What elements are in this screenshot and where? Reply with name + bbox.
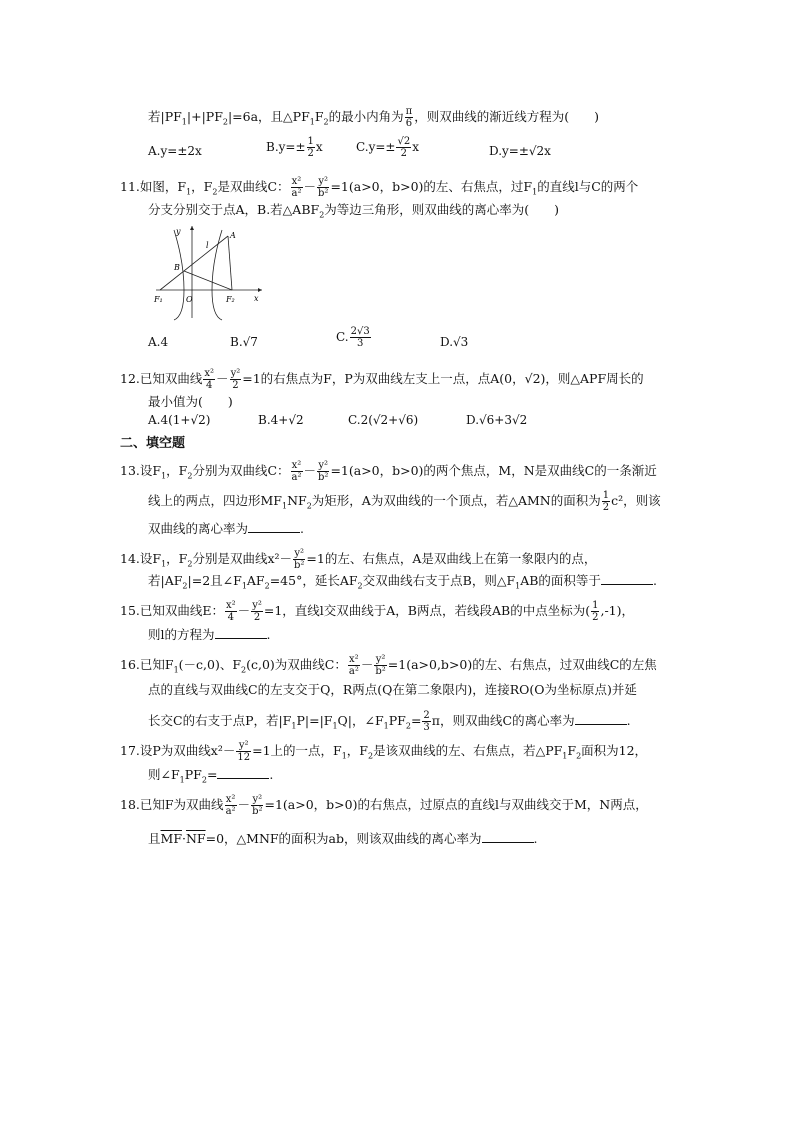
- denominator: b²: [375, 666, 386, 677]
- numerator: y²: [252, 794, 263, 805]
- text: AF: [246, 573, 265, 588]
- text: 是双曲线C：: [217, 179, 290, 194]
- text: 为矩形，A为双曲线的一个顶点，若△AMN的面积为: [311, 493, 601, 508]
- fraction: [293, 548, 305, 571]
- text: 若|PF: [148, 109, 182, 124]
- text: =: [410, 713, 422, 728]
- q12-option-c: C.2(√2+√6): [348, 413, 419, 427]
- q13-stem: 13.设$F_1$，$F_2$分别为双曲线C： $\frac{\text{x²}}{\text{a²}}$ － $\frac{\text{y²}}{\text{b²}}$ =1(a>0，b>0)的两个焦点，M，N是双曲线C的一条渐近: [120, 460, 657, 483]
- numerator: 1: [307, 136, 314, 147]
- sub: 1: [383, 721, 389, 731]
- text: =1(a>0，b>0)的左、右焦点，过F: [330, 179, 533, 194]
- denominator: b²: [318, 472, 329, 483]
- numerator: 1: [602, 490, 610, 501]
- q18-stem: 18.已知F为双曲线 $\frac{\text{x²}}{\text{a²}}$ － $\frac{\text{y²}}{\text{b²}}$ =1(a>0，b>0)的右焦点，过原点的直线l与双曲线交于M，N两点，: [120, 794, 648, 817]
- fraction: [396, 136, 411, 159]
- numerator: x²: [291, 176, 302, 187]
- text: =1的左、右焦点，A是双曲线上在第一象限内的点，: [306, 551, 597, 566]
- q16-stem: 16.已知$F_1(-c,0)$、$F_2(c,0)$为双曲线C： $\frac{\text{x²}}{\text{a²}}$ － $\frac{\text{y²}}{\text{b²}}$ =1(a>0,b>0)的左、右焦点，过双曲线C的左焦: [120, 654, 657, 677]
- sub: 2: [187, 559, 193, 569]
- q10-stem: [148, 106, 599, 131]
- text: 的直线l与C的两个: [537, 179, 639, 194]
- text: (c,0)为双曲线C：: [246, 657, 347, 672]
- numerator: x²: [291, 460, 302, 471]
- text: 分别为双曲线C：: [192, 463, 290, 478]
- numerator: y²: [236, 740, 251, 752]
- text: =45°，延长AF: [269, 573, 358, 588]
- text: c²，则该: [611, 493, 661, 508]
- text: =1(a>0,b>0)的左、右焦点，过双曲线C的左焦: [387, 657, 657, 672]
- label-l: l: [206, 241, 209, 250]
- fraction: [350, 326, 371, 349]
- text: =1(a>0，b>0)的右焦点，过原点的直线l与双曲线交于M，N两点，: [264, 797, 648, 812]
- fraction: [317, 176, 329, 199]
- q11-stem-line2: [148, 202, 559, 224]
- sub: 1: [241, 581, 247, 591]
- fraction: [602, 490, 610, 513]
- text: 14.设F: [120, 551, 162, 566]
- numerator: y²: [252, 600, 262, 611]
- numerator: 1: [592, 600, 599, 611]
- sub: 1: [179, 775, 185, 785]
- text: .: [626, 713, 631, 728]
- sub: 2: [222, 117, 228, 127]
- sub: 1: [332, 721, 338, 731]
- text: ，F: [191, 179, 213, 194]
- label-F2: F₂: [226, 295, 235, 304]
- sub: 2: [323, 117, 329, 127]
- text: 则∠F: [148, 767, 180, 782]
- denominator: 2: [602, 502, 610, 513]
- numerator: x²: [225, 794, 236, 805]
- text: B.y=±: [266, 140, 306, 154]
- denominator: a²: [225, 806, 236, 817]
- q11-option-a: A.4: [148, 335, 169, 349]
- q13-stem-line2: [148, 490, 661, 515]
- text: =: [206, 767, 218, 782]
- fraction: [251, 794, 263, 817]
- answer-blank[interactable]: [601, 572, 653, 585]
- text: π，则双曲线C的离心率为: [431, 713, 575, 728]
- text: 13.设F: [120, 463, 162, 478]
- y-axis-arrow: [190, 226, 194, 230]
- text: 长交C的右支于点P，若|F: [148, 713, 292, 728]
- sub: 2: [405, 721, 411, 731]
- text: .: [300, 521, 304, 536]
- text: .: [269, 767, 274, 782]
- denominator: 2: [307, 148, 314, 159]
- text: 则l的方程为: [148, 627, 215, 642]
- sub: 1: [532, 187, 538, 197]
- fraction: [374, 654, 386, 677]
- denominator: 3: [423, 722, 430, 733]
- sub: 1: [161, 559, 167, 569]
- denominator: 2: [253, 612, 261, 623]
- sub: 2: [187, 471, 193, 481]
- denominator: 2: [400, 148, 408, 159]
- q15-stem-line2: [148, 626, 270, 643]
- q10-option-c: [356, 136, 419, 159]
- segment-AF2: [228, 236, 232, 290]
- hyperbola-figure: [148, 222, 266, 322]
- denominator: a²: [291, 472, 302, 483]
- sub: 1: [515, 581, 521, 591]
- numerator: π: [405, 106, 413, 117]
- text: ·: [182, 831, 186, 846]
- sub: 2: [367, 751, 374, 761]
- q16-stem-line3: [148, 710, 631, 735]
- fraction: [405, 106, 414, 129]
- q11-stem: 11.如图，$F_1$，$F_2$是双曲线C： $\frac{\text{x²}}{\text{a²}}$ － $\frac{\text{y²}}{\text{b²}}$ =1(a>0，b>0)的左、右焦点，过$F_1$的直线l与C的两个: [120, 176, 639, 199]
- sub: 1: [173, 665, 179, 675]
- text: 面积为12，: [581, 743, 648, 758]
- text: x: [315, 140, 323, 154]
- sub: 2: [212, 187, 218, 197]
- text: 15.已知双曲线E：: [120, 603, 225, 618]
- numerator: y²: [230, 368, 241, 379]
- q16-stem-line2: 点的直线与双曲线C的左支交于Q，R两点(Q在第二象限内)，连接RO(O为坐标原点)并延: [148, 682, 637, 697]
- text: C.: [336, 330, 349, 344]
- fraction: [307, 136, 315, 159]
- fraction: [251, 600, 263, 623]
- text: PF: [184, 767, 202, 782]
- fraction: [291, 176, 303, 199]
- q10-option-b: [266, 136, 323, 159]
- text: 若|AF: [148, 573, 183, 588]
- text: .: [652, 573, 657, 588]
- text: F: [567, 743, 577, 758]
- numerator: x²: [226, 600, 236, 611]
- q17-stem-line2: [148, 766, 273, 789]
- text: |=6a，且△PF: [227, 109, 310, 124]
- numerator: y²: [375, 654, 386, 665]
- denominator: 4: [227, 612, 235, 623]
- text: x: [412, 140, 419, 154]
- denominator: 2: [592, 612, 599, 623]
- text: 双曲线的离心率为: [148, 521, 249, 536]
- fraction: [591, 600, 599, 623]
- denominator: 6: [405, 118, 413, 129]
- numerator: x²: [349, 654, 359, 665]
- label-x: x: [254, 294, 259, 303]
- sub: 2: [201, 775, 207, 785]
- text: =0，△MNF的面积为ab，则该双曲线的离心率为: [205, 831, 482, 846]
- answer-blank[interactable]: [575, 712, 627, 725]
- numerator: x²: [204, 368, 215, 379]
- q12-option-b: B.4+√2: [258, 413, 304, 427]
- section-heading-fill-in: 二、填空题: [120, 436, 186, 451]
- q12-stem: 12.已知双曲线 $\frac{\text{x²}}{4}$ － $\frac{\text{y²}}{2}$ =1的右焦点为F，P为双曲线左支上一点，点A(0，√2)，则△APF周长的: [120, 368, 644, 391]
- denominator: b²: [318, 188, 329, 199]
- numerator: 2: [423, 710, 430, 721]
- q14-stem-line2: [148, 572, 657, 595]
- q10-option-d: D.y=±√2x: [489, 144, 551, 158]
- text: 分支分别交于点A，B.若△ABF: [148, 202, 320, 217]
- q12-option-a: A.4(1+√2): [148, 413, 211, 427]
- q12-option-d: D.√6+3√2: [466, 413, 528, 427]
- fraction: [317, 460, 329, 483]
- label-O: O: [186, 295, 193, 304]
- sub: 1: [181, 117, 187, 127]
- fraction: [225, 794, 237, 817]
- sub: 2: [319, 210, 325, 220]
- text: 交双曲线右支于点B，则△F: [362, 573, 516, 588]
- label-B: B: [174, 263, 180, 272]
- text: PF: [388, 713, 406, 728]
- text: 12.已知双曲线: [120, 371, 203, 386]
- text: ，F: [346, 743, 368, 758]
- right-branch: [212, 230, 222, 320]
- text: .: [266, 627, 271, 642]
- text: Q|，∠F: [337, 713, 384, 728]
- text: =1(a>0，b>0)的两个焦点，M，N是双曲线C的一条渐近: [330, 463, 657, 478]
- answer-blank[interactable]: [482, 830, 534, 843]
- sub: 2: [576, 751, 582, 761]
- label-y: y: [176, 227, 181, 236]
- numerator: y²: [318, 460, 329, 471]
- numerator: y²: [294, 548, 305, 559]
- sub: 1: [161, 471, 167, 481]
- text: |=2且∠F: [187, 573, 242, 588]
- text: P|=|F: [296, 713, 333, 728]
- text: 18.已知F为双曲线: [120, 797, 224, 812]
- q18-stem-line2: [148, 830, 538, 847]
- denominator: 3: [356, 338, 364, 349]
- sub: 1: [291, 721, 297, 731]
- text: =1的右焦点为F，P为双曲线左支上一点，点A(0，√2)，则△APF周长的: [242, 371, 644, 386]
- text: 分别是双曲线x²－: [192, 551, 292, 566]
- sub: 1: [562, 751, 568, 761]
- text: C.y=±: [356, 140, 396, 154]
- text: =1，直线l交双曲线于A，B两点，若线段AB的中点坐标为(: [263, 603, 591, 618]
- denominator: 12: [237, 752, 251, 763]
- text: 为等边三角形，则双曲线的离心率为( ): [324, 202, 560, 217]
- fraction: [230, 368, 242, 391]
- text: 是该双曲线的左、右焦点，若△PF: [373, 743, 563, 758]
- text: ，F: [166, 463, 188, 478]
- text: 的最小内角为: [328, 109, 404, 124]
- sub: 1: [341, 751, 347, 761]
- denominator: b²: [252, 806, 263, 817]
- q15-stem: 15.已知双曲线E： $\frac{\text{x²}}{4}$ － $\frac{\text{y²}}{2}$ =1，直线l交双曲线于A，B两点，若线段AB的中点坐标为( $\frac{1}{2}$ ,-1)，: [120, 600, 634, 623]
- denominator: 2: [232, 380, 239, 391]
- text: ，则双曲线的渐近线方程为( ): [414, 109, 599, 124]
- text: 11.如图，F: [120, 179, 187, 194]
- q10-option-a: A.y=±2x: [148, 144, 202, 158]
- text: 线上的两点，四边形MF: [148, 493, 282, 508]
- q11-option-c: [336, 326, 372, 349]
- text: F: [314, 109, 324, 124]
- q11-option-d: D.√3: [440, 335, 469, 349]
- text: 16.已知F: [120, 657, 174, 672]
- sub: 2: [182, 581, 188, 591]
- line-l: [160, 236, 228, 290]
- fraction: [225, 600, 237, 623]
- q17-stem: [120, 740, 647, 765]
- sub: 2: [306, 501, 312, 511]
- text: .: [533, 831, 538, 846]
- label-F1: F₁: [154, 295, 163, 304]
- sub: 1: [281, 501, 288, 511]
- q11-option-b: B.√7: [230, 335, 258, 349]
- x-axis-arrow: [258, 288, 262, 292]
- q13-stem-line3: [148, 520, 304, 537]
- denominator: a²: [291, 188, 302, 199]
- text: ，F: [166, 551, 188, 566]
- numerator: 2√3: [350, 326, 370, 337]
- denominator: 4: [206, 380, 213, 391]
- sub: 1: [186, 187, 192, 197]
- text: =1上的一点，F: [252, 743, 342, 758]
- text: AB的面积等于: [520, 573, 601, 588]
- text: ,-1)，: [600, 603, 634, 618]
- text: (－c,0)、F: [178, 657, 242, 672]
- denominator: b²: [294, 560, 305, 571]
- fraction: [291, 460, 303, 483]
- denominator: a²: [348, 666, 359, 677]
- numerator: √2: [397, 136, 411, 147]
- sub: 1: [309, 117, 315, 127]
- text: 17.设P为双曲线x²－: [120, 743, 236, 758]
- answer-blank[interactable]: [215, 626, 267, 639]
- numerator: y²: [318, 176, 329, 187]
- fraction: [203, 368, 215, 391]
- vector-MF: $\overline{MF}$: [160, 831, 182, 846]
- sub: 2: [241, 665, 247, 675]
- q14-stem: [120, 548, 596, 573]
- answer-blank[interactable]: [217, 766, 269, 779]
- sub: 2: [264, 581, 270, 591]
- sub: 2: [357, 581, 363, 591]
- answer-blank[interactable]: [248, 520, 300, 533]
- q12-stem-line2: 最小值为( ): [148, 394, 233, 409]
- fraction: [422, 710, 430, 733]
- text: NF: [287, 493, 307, 508]
- fraction: [348, 654, 360, 677]
- fraction: [236, 740, 251, 763]
- text: 且: [148, 831, 161, 846]
- vector-NF: $\overline{NF}$: [185, 831, 206, 846]
- text: |+|PF: [186, 109, 223, 124]
- segment-BF2: [184, 271, 232, 290]
- label-A: A: [230, 231, 236, 240]
